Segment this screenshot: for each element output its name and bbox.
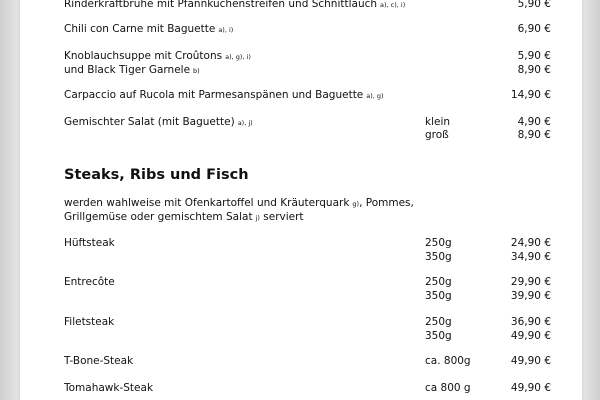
item-price: 49,90 €	[510, 382, 551, 394]
background-left-edge	[0, 0, 20, 400]
item-price: 49,90 €	[510, 355, 551, 367]
item-name: Chili con Carne mit Baguette a), i)	[64, 23, 234, 35]
item-name: Entrecôte	[64, 276, 115, 288]
item-size: 250g	[425, 276, 452, 288]
allergen-codes: a), g)	[366, 92, 384, 100]
item-price: 14,90 €	[510, 89, 551, 101]
item-name: Tomahawk-Steak	[64, 382, 154, 394]
item-size: ca. 800g	[425, 355, 471, 367]
item-price: 5,90 €	[517, 50, 551, 62]
item-size: 250g	[425, 316, 452, 328]
section-description: werden wahlweise mit Ofenkartoffel und Kräuterquark g), Pommes, Grillgemüse oder gemischtem Salat j) serviert	[64, 197, 414, 223]
menu-page	[20, 0, 582, 400]
item-size: 250g	[425, 237, 452, 249]
item-size: ca 800 g	[425, 382, 471, 394]
item-name: Knoblauchsuppe mit Croûtons a), g), i)	[64, 50, 251, 62]
allergen-codes: a), i)	[218, 26, 234, 34]
item-size: groß	[425, 129, 449, 141]
item-price: 24,90 €	[510, 237, 551, 249]
background-right-edge	[582, 0, 600, 400]
item-price: 36,90 €	[510, 316, 551, 328]
item-name: Filetsteak	[64, 316, 115, 328]
item-name: Gemischter Salat (mit Baguette) a), j)	[64, 116, 253, 128]
item-size: 350g	[425, 290, 452, 302]
allergen-codes: a), c), i)	[380, 1, 406, 9]
item-name: Hüftsteak	[64, 237, 115, 249]
section-title: Steaks, Ribs und Fisch	[64, 167, 249, 183]
item-price: 5,90 €	[517, 0, 551, 10]
item-price: 29,90 €	[510, 276, 551, 288]
allergen-codes: a), j)	[237, 119, 253, 127]
allergen-codes: g)	[352, 200, 360, 208]
allergen-codes: j)	[255, 214, 260, 222]
item-price: 4,90 €	[517, 116, 551, 128]
item-name: Carpaccio auf Rucola mit Parmesanspänen und Baguette a), g)	[64, 89, 384, 101]
allergen-codes: a), g), i)	[225, 53, 251, 61]
item-price: 8,90 €	[517, 64, 551, 76]
item-price: 49,90 €	[510, 330, 551, 342]
item-name: Rinderkraftbrühe mit Pfannkuchenstreifen und Schnittlauch a), c), i)	[64, 0, 406, 10]
item-price: 39,90 €	[510, 290, 551, 302]
item-size: klein	[425, 116, 451, 128]
item-price: 8,90 €	[517, 129, 551, 141]
item-name: und Black Tiger Garnele b)	[64, 64, 200, 76]
item-price: 6,90 €	[517, 23, 551, 35]
item-size: 350g	[425, 251, 452, 263]
item-size: 350g	[425, 330, 452, 342]
item-price: 34,90 €	[510, 251, 551, 263]
item-name: T-Bone-Steak	[64, 355, 134, 367]
allergen-codes: b)	[193, 67, 200, 75]
